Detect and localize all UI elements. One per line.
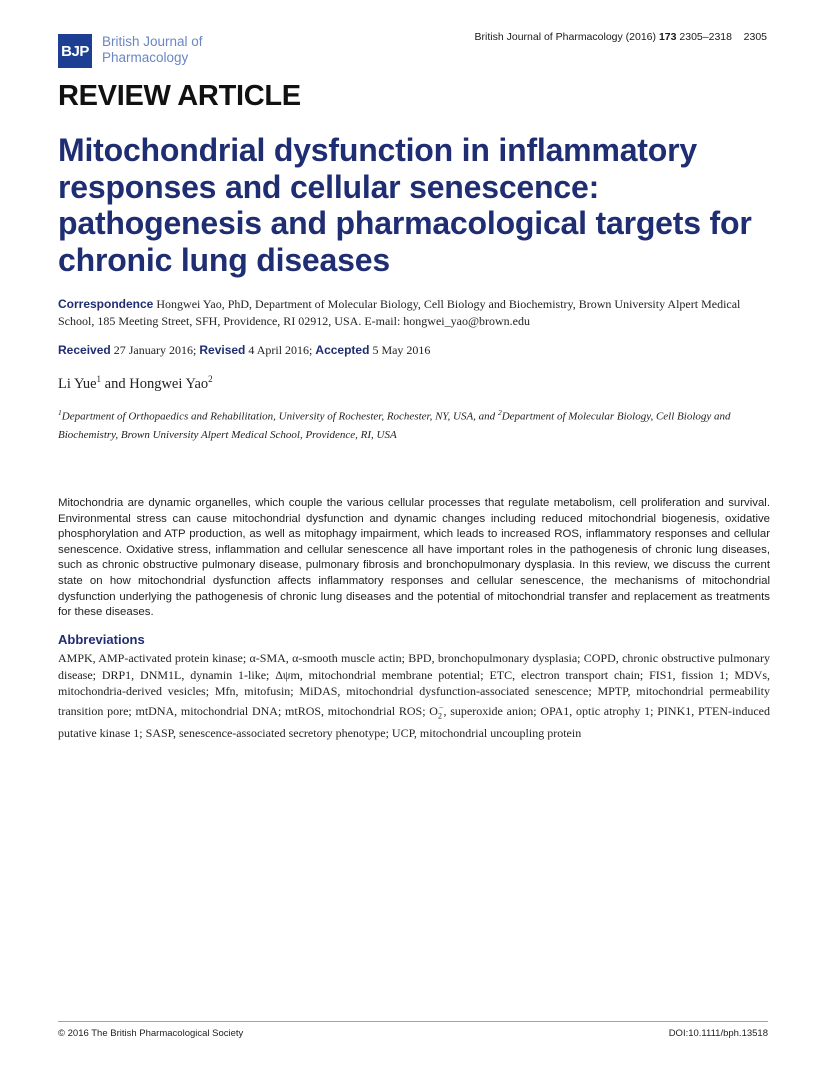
author-affil-mark: 2	[208, 374, 213, 384]
author-affil-mark: 1	[96, 374, 102, 384]
doi: DOI:10.1111/bph.13518	[668, 1028, 768, 1039]
revised-label: Revised	[199, 343, 246, 357]
received-label: Received	[58, 343, 111, 357]
volume: 173	[658, 31, 677, 43]
abbreviations-heading: Abbreviations	[58, 632, 145, 647]
accepted-date: 5 May 2016	[372, 343, 431, 357]
journal-citation: British Journal of Pharmacology (2016)	[474, 31, 657, 43]
author-list	[58, 374, 213, 393]
journal-logo	[58, 34, 222, 68]
o2-subscript: 2	[437, 711, 442, 721]
abbreviations-part-2: , superoxide anion; OPA1, optic atrophy 1; PINK1, PTEN-induced putative kinase 1; SASP, senescence-associated secretory phenotype; UCP, mitochondrial uncoupling protein	[58, 703, 770, 740]
author-joiner: and	[104, 375, 126, 392]
abbreviations-list	[58, 650, 770, 741]
affiliation-2: Department of Molecular Biology, Cell Biology and Biochemistry, Brown University Alpert Medical School, Providence, RI, USA	[58, 410, 731, 441]
correspondence	[58, 296, 770, 330]
o-letter: O	[429, 703, 438, 718]
running-head	[475, 31, 767, 43]
page-number: 2305	[743, 31, 767, 43]
correspondence-text: Hongwei Yao, PhD, Department of Molecular Biology, Cell Biology and Biochemistry, Brown University Alpert Medical School, 185 Meeting Street, SFH, Providence, RI 02912, USA. E-mail: hongwei_yao@brown.edu	[58, 297, 741, 328]
affil-mark: 2	[497, 408, 502, 417]
affiliation-1: Department of Orthopaedics and Rehabilitation, University of Rochester, Rochester, NY, USA, and	[61, 410, 496, 423]
affil-mark: 1	[58, 408, 62, 417]
revised-date: 4 April 2016;	[248, 343, 313, 357]
correspondence-label: Correspondence	[58, 297, 154, 311]
accepted-label: Accepted	[315, 343, 370, 357]
journal-name: British Journal of Pharmacology	[102, 34, 203, 65]
article-dates	[58, 342, 770, 359]
author-name: Hongwei Yao	[129, 375, 209, 392]
footer-rule	[58, 1021, 768, 1022]
superoxide-symbol	[429, 702, 444, 721]
received-date: 27 January 2016;	[113, 343, 197, 357]
abbreviations-part-1: AMPK, AMP-activated protein kinase; α-SMA, α-smooth muscle actin; BPD, bronchopulmonary dysplasia; COPD, chronic obstructive pulmonary disease; DRP1, DNM1L, dynamin 1-like; Δψm, mitochondrial membrane potential; ETC, electron transport chain; FIS1, fission 1; MDVs, mitochondria-derived vesicles; Mfn, mitofusin; MiDAS, mitochondrial dysfunction-associated senescence; MPTP, mitochondrial permeability transition pore; mtDNA, mitochondrial DNA; mtROS, mitochondrial ROS;	[58, 651, 770, 718]
article-title: Mitochondrial dysfunction in inflammatory responses and cellular senescence: pathogenesis and pharmacological targets for chronic lung diseases	[58, 132, 752, 278]
article-type: REVIEW ARTICLE	[58, 80, 301, 112]
bjp-logo-mark: BJP	[58, 34, 92, 68]
page-range: 2305–2318	[679, 31, 732, 43]
abstract: Mitochondria are dynamic organelles, which couple the various cellular processes that regulate metabolism, cell proliferation and survival. Environmental stress can cause mitochondrial dysfunction and dynamic changes including reduced mitochondrial biogenesis, oxidative phosphorylation and ATP production, as well as mitophagy impairment, which leads to increased ROS, inflammatory responses and cellular senescence. Oxidative stress, inflammation and cellular senescence all have important roles in the pathogenesis of chronic lung diseases, such as chronic obstructive pulmonary disease, pulmonary fibrosis and bronchopulmonary dysplasia. In this review, we discuss the current state on how mitochondrial dysfunction affects inflammatory responses and cellular senescence, the mechanisms of mitochondrial dysfunction underlying the pathogenesis of chronic lung diseases and the potential of mitochondrial transfer and replacement as treatments for these diseases.	[58, 497, 770, 619]
author-name: Li Yue	[58, 375, 97, 392]
o2-superscript: −	[438, 702, 444, 712]
affiliations	[58, 404, 770, 444]
copyright: © 2016 The British Pharmacological Society	[58, 1028, 244, 1039]
